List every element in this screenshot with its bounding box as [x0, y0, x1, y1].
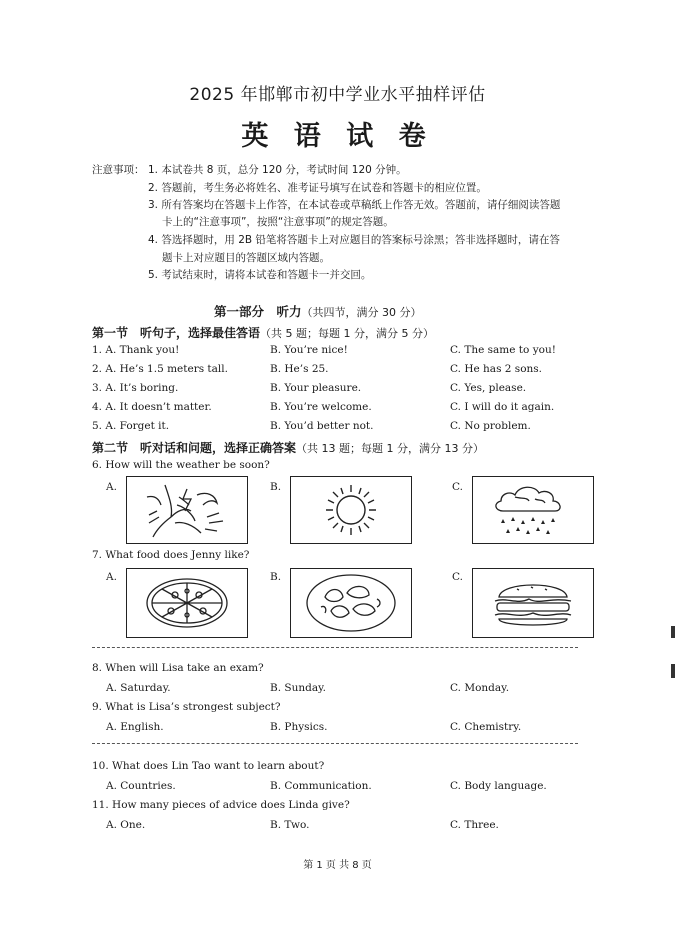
- salad-plate-icon: [291, 569, 411, 637]
- q1-option-a: 1. A. Thank you!: [92, 344, 180, 356]
- notice-item-3: 3. 所有答案均在答题卡上作答，在本试卷或草稿纸上作答无效。答题前，请仔细阅读答题: [148, 199, 561, 211]
- q6-label-b: B.: [270, 481, 282, 493]
- section1-info: （共 5 题；每题 1 分，满分 5 分）: [260, 327, 434, 340]
- scan-edge-mark: [671, 626, 675, 638]
- q5-option-a: 5. A. Forget it.: [92, 420, 170, 432]
- q7-label-c: C.: [452, 571, 463, 583]
- q8-option-b: B. Sunday.: [270, 682, 326, 694]
- q11-text: 11. How many pieces of advice does Linda give?: [92, 799, 350, 811]
- notice-item-2: 2. 答题前，考生务必将姓名、准考证号填写在试卷和答题卡的相应位置。: [148, 182, 487, 194]
- q2-option-c: C. He has 2 sons.: [450, 363, 543, 375]
- q5-option-c: C. No problem.: [450, 420, 531, 432]
- q10-option-a: A. Countries.: [106, 780, 176, 792]
- q10-option-c: C. Body language.: [450, 780, 547, 792]
- q4-option-c: C. I will do it again.: [450, 401, 555, 413]
- section1-heading: [92, 324, 434, 341]
- scan-edge-mark: [671, 664, 675, 678]
- q4-option-b: B. You’re welcome.: [270, 401, 372, 413]
- section2-title: 第二节 听对话和问题，选择正确答案: [92, 441, 297, 455]
- q3-option-a: 3. A. It’s boring.: [92, 382, 179, 394]
- q6-picture-b: [290, 476, 412, 544]
- part1-heading: [214, 302, 422, 320]
- q7-label-b: B.: [270, 571, 282, 583]
- notice-item-4: 4. 答选择题时，用 2B 铅笔将答题卡上对应题目的答案标号涂黑；答非选择题时，请在答: [148, 234, 560, 246]
- notice-item-4-cont: 题卡上对应题目的答题区域内答题。: [162, 252, 330, 264]
- notice-item-3-cont: 卡上的“注意事项”，按照“注意事项”的规定答题。: [162, 216, 394, 228]
- section2-heading: [92, 439, 484, 456]
- q6-picture-a: [126, 476, 248, 544]
- q11-option-c: C. Three.: [450, 819, 499, 831]
- q6-picture-c: [472, 476, 594, 544]
- q3-option-c: C. Yes, please.: [450, 382, 527, 394]
- q1-option-c: C. The same to you!: [450, 344, 556, 356]
- pizza-icon: [127, 569, 247, 637]
- notice-item-1: 1. 本试卷共 8 页，总分 120 分，考试时间 120 分钟。: [148, 164, 407, 176]
- exam-subject: 英 语 试 卷: [241, 121, 434, 152]
- notice-label: 注意事项：: [92, 164, 145, 176]
- q9-text: 9. What is Lisa’s strongest subject?: [92, 701, 281, 713]
- rain-cloud-icon: [473, 477, 593, 543]
- q11-option-a: A. One.: [106, 819, 146, 831]
- q6-label-c: C.: [452, 481, 463, 493]
- exam-title: 2025 年邯郸市初中学业水平抽样评估: [189, 85, 486, 105]
- section1-title: 第一节 听句子，选择最佳答语: [92, 326, 261, 340]
- q2-option-a: 2. A. He’s 1.5 meters tall.: [92, 363, 228, 375]
- q7-text: 7. What food does Jenny like?: [92, 549, 250, 561]
- divider-2: [92, 743, 578, 744]
- hamburger-icon: [473, 569, 593, 637]
- q8-text: 8. When will Lisa take an exam?: [92, 662, 264, 674]
- q1-option-b: B. You’re nice!: [270, 344, 348, 356]
- q4-option-a: 4. A. It doesn’t matter.: [92, 401, 212, 413]
- q2-option-b: B. He’s 25.: [270, 363, 329, 375]
- page-footer: 第 1 页 共 8 页: [303, 860, 372, 871]
- q6-label-a: A.: [106, 481, 117, 493]
- q3-option-b: B. Your pleasure.: [270, 382, 362, 394]
- q7-picture-b: [290, 568, 412, 638]
- divider-1: [92, 647, 578, 648]
- q9-option-c: C. Chemistry.: [450, 721, 522, 733]
- sun-icon: [291, 477, 411, 543]
- notice-item-5: 5. 考试结束时，请将本试卷和答题卡一并交回。: [148, 269, 372, 281]
- q6-text: 6. How will the weather be soon?: [92, 459, 270, 471]
- q8-option-a: A. Saturday.: [106, 682, 171, 694]
- q5-option-b: B. You’d better not.: [270, 420, 374, 432]
- q10-text: 10. What does Lin Tao want to learn about?: [92, 760, 325, 772]
- part1-info: （共四节，满分 30 分）: [301, 306, 422, 319]
- q9-option-a: A. English.: [106, 721, 164, 733]
- storm-wind-icon: [127, 477, 247, 543]
- section2-info: （共 13 题；每题 1 分，满分 13 分）: [296, 442, 484, 455]
- q7-label-a: A.: [106, 571, 117, 583]
- q7-picture-c: [472, 568, 594, 638]
- q7-picture-a: [126, 568, 248, 638]
- q8-option-c: C. Monday.: [450, 682, 510, 694]
- part1-title: 第一部分 听力: [214, 304, 302, 319]
- q11-option-b: B. Two.: [270, 819, 310, 831]
- q9-option-b: B. Physics.: [270, 721, 328, 733]
- q10-option-b: B. Communication.: [270, 780, 372, 792]
